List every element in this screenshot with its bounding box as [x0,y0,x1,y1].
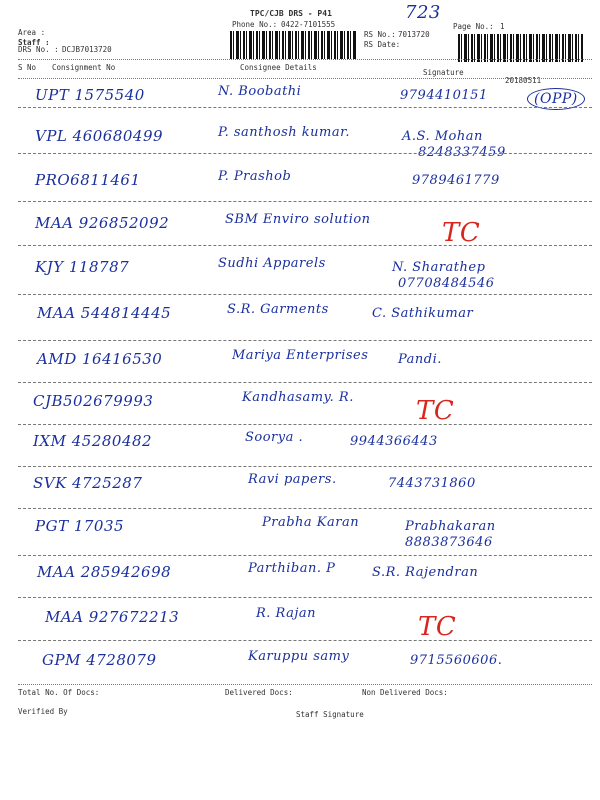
consignee-name: Karuppu samy [248,649,350,664]
consignment-number: AMD 16416530 [37,350,163,368]
consignment-number: KJY 118787 [35,258,130,276]
recipient-signature: N. Sharathep [392,260,486,275]
phone-value: 0422-7101555 [281,20,336,29]
consignee-name: Sudhi Apparels [218,256,326,271]
consignment-number: MAA 926852092 [35,214,170,232]
consignment-number: IXM 45280482 [33,432,153,450]
consignee-name: Kandhasamy. R. [242,390,354,405]
footer-rule [18,684,592,685]
recipient-phone: 8248337459 [418,145,506,160]
staff-label: Staff : [18,38,50,47]
col-signature: Signature [423,68,464,77]
row-divider [18,201,592,202]
document-title: TPC/CJB DRS - P41 [250,9,332,18]
page-no-value: 1 [500,22,505,31]
recipient-signature: TC [442,218,481,248]
consignment-number: SVK 4725287 [33,474,143,492]
consignment-number: PGT 17035 [35,517,125,535]
consignee-name: Soorya . [245,430,304,445]
recipient-signature: Pandi. [398,352,442,367]
recipient-signature: 9794410151 [400,88,488,103]
row-divider [18,382,592,383]
row-divider [18,294,592,295]
row-divider [18,340,592,341]
consignee-name: R. Rajan [256,606,317,621]
row-divider [18,424,592,425]
non-delivered-docs-label: Non Delivered Docs: [362,688,448,697]
drs-barcode [230,31,356,59]
rs-barcode [458,34,583,62]
recipient-signature: 9944366443 [350,434,438,449]
recipient-signature: TC [416,396,455,426]
col-consignee: Consignee Details [240,63,317,72]
handwritten-ref: 723 [405,2,441,23]
col-sno: S No [18,63,37,72]
col-header-rule [18,78,592,79]
recipient-signature: Prabhakaran [405,519,496,534]
consignment-number: UPT 1575540 [35,86,145,104]
consignee-name: S.R. Garments [227,302,329,317]
phone-label: Phone No.: [232,20,278,29]
consignee-name: N. Boobathi [218,84,302,99]
recipient-signature: 9789461779 [412,173,500,188]
recipient-signature: C. Sathikumar [372,306,474,321]
row-divider [18,555,592,556]
recipient-signature: 9715560606. [410,653,503,668]
rs-no-value: 7013720 [398,30,430,39]
consignee-name: Parthiban. P [248,561,336,576]
consignee-name: P. Prashob [218,169,292,184]
consignee-name: Prabha Karan [262,515,360,530]
drs-no-value: DCJB7013720 [62,45,112,54]
row-divider [18,153,592,154]
rs-no-label: RS No.: [364,30,396,39]
recipient-signature: S.R. Rajendran [372,565,479,580]
consignment-number: MAA 285942698 [37,563,172,581]
consignment-number: CJB502679993 [33,392,154,410]
consignee-name: SBM Enviro solution [225,212,371,227]
date-stamp: 20180511 [505,76,542,85]
consignment-number: VPL 460680499 [35,127,164,145]
drs-no-label: DRS No. : [18,45,59,54]
recipient-signature: 7443731860 [388,476,476,491]
recipient-signature: A.S. Mohan [402,129,483,144]
consignee-name: Mariya Enterprises [232,348,369,363]
consignment-number: MAA 544814445 [37,304,172,322]
consignment-number: PRO6811461 [35,171,141,189]
recipient-phone: 07708484546 [398,276,495,291]
col-consignment: Consignment No [52,63,116,72]
row-divider [18,107,592,108]
total-docs-label: Total No. Of Docs: [18,688,100,697]
consignee-name: P. santhosh kumar. [218,125,351,140]
recipient-phone: 8883873646 [405,535,493,550]
row-divider [18,597,592,598]
consignment-number: MAA 927672213 [45,608,180,626]
header-rule [18,59,592,60]
consignee-name: Ravi papers. [248,472,337,487]
row-divider [18,508,592,509]
row-divider [18,466,592,467]
opp-note: (OPP) [527,88,585,110]
area-label: Area : [18,28,46,37]
rs-date-label: RS Date: [364,40,401,49]
verified-by-label: Verified By [18,707,68,716]
staff-signature-label: Staff Signature [296,710,364,719]
recipient-signature: TC [418,612,457,642]
page-no-label: Page No.: [453,22,494,31]
consignment-number: GPM 4728079 [42,651,157,669]
row-divider [18,640,592,641]
delivered-docs-label: Delivered Docs: [225,688,293,697]
row-divider [18,245,592,246]
